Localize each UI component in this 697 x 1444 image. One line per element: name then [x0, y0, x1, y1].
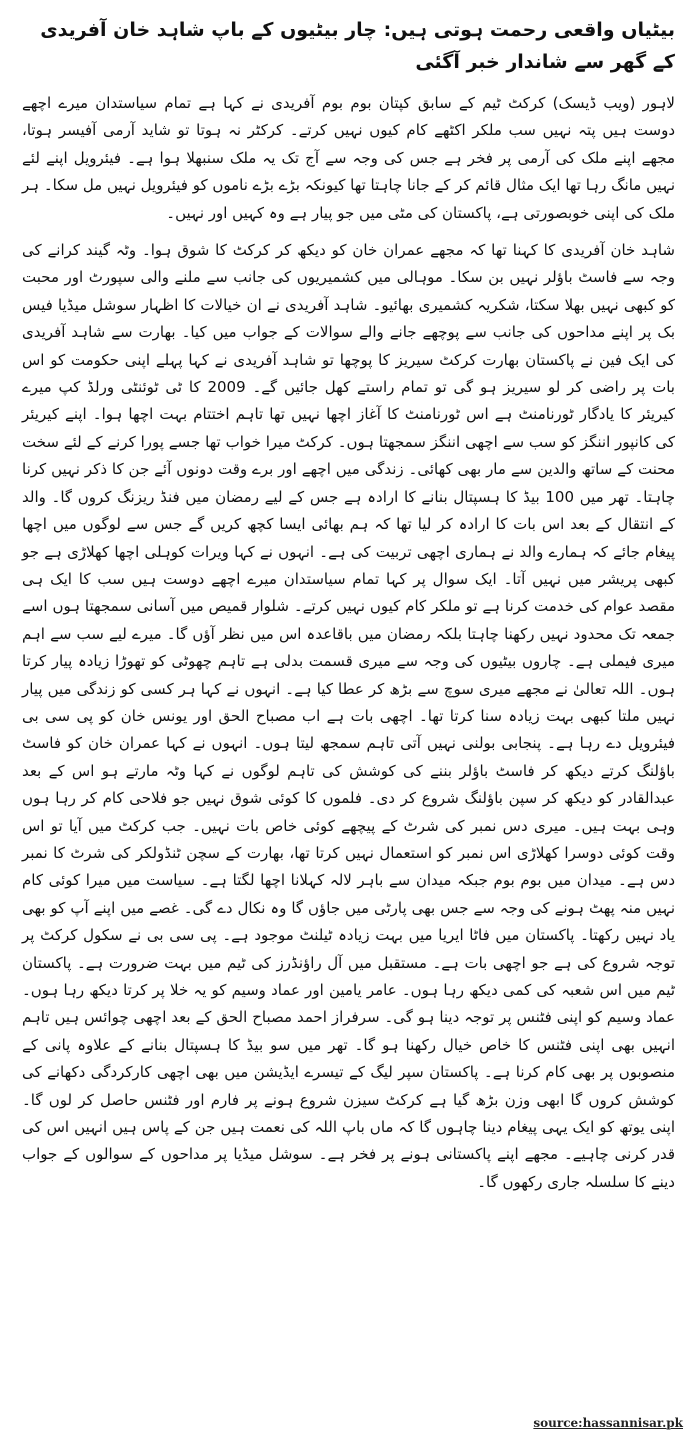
article-paragraph-intro: لاہور (ویب ڈیسک) کرکٹ ٹیم کے سابق کپتان بوم بوم آفریدی نے کہا ہے تمام سیاستدان میرے اچھے دوست ہیں پتہ نہیں سب ملکر اکٹھے کام کیوں نہیں کرتے۔ کرکٹر نہ ہوتا تو شاید آرمی آفیسر ہوتا، مجھے اپنے ملک کی آرمی پر فخر ہے جس کی وجہ سے آج تک یہ ملک سنبھلا ہوا ہے۔ فیئرویل اپنے لئے نہیں مانگ رہا تھا ایک مثال قائم کر کے جانا چاہتا تھا کیونکہ بڑے بڑے ناموں کو فیئرویل نہیں مل سکا۔ ہر ملک کی اپنی خوبصورتی ہے، پاکستان کی مٹی میں جو پیار ہے وہ کہیں اور نہیں۔: [22, 94, 675, 222]
article-paragraph-main: شاہد خان آفریدی کا کہنا تھا کہ مجھے عمران خان کو دیکھ کر کرکٹ کا شوق ہوا۔ وٹہ گیند کرانے کی وجہ سے فاسٹ باؤلر نہیں بن سکا۔ موہالی میں کشمیریوں کی جانب سے ملنے والی سپورٹ اور محبت کو کبھی نہیں بھلا سکتا، شکریہ کشمیری بھائیو۔ شاہد آفریدی نے ان خیالات کا اظہار سوشل میڈیا فیس بک پر اپنے مداحوں کی جانب سے پوچھے جانے والے سوالات کے جواب میں کیا۔ بھارت سے شاہد آفریدی کی ایک فین نے پاکستان بھارت کرکٹ سیریز کا پوچھا تو شاہد آفریدی نے کہا پہلے اپنی حکومت کو اس بات پر راضی کر لو سیریز ہو گی تو تمام راستے کھل جائیں گے۔ 2009 کا ٹی ٹوئنٹی ورلڈ کپ میرے کیریئر کا یادگار ٹورنامنٹ ہے اس ٹورنامنٹ کا آغاز اچھا نہیں تھا تاہم اختتام بہت اچھا ہوا۔ اپنے کیریئر کی کانپور اننگز کو سب سے اچھی اننگز سمجھتا ہوں۔ کرکٹ میرا خواب تھا جسے پورا کرنے کے لئے سخت محنت کے ساتھ والدین سے مار بھی کھائی۔ زندگی میں اچھے اور برے وقت دونوں آئے جن کا ذکر نہیں کرنا چاہتا۔ تھر میں 100 بیڈ کا ہسپتال بنانے کا ارادہ ہے جس کے لیے رمضان میں فنڈ ریزنگ کروں گا۔ والد کے انتقال کے بعد اس بات کا ارادہ کر لیا تھا کہ ہم بھائی ایسا کچھ کریں گے جس سے لوگوں میں اچھا پیغام جائے کہ ہمارے والد نے ہماری اچھی تربیت کی ہے۔ انہوں نے کہا ویرات کوہلی اچھا کھلاڑی ہے جو کبھی پریشر میں نہیں آتا۔ ایک سوال پر کہا تمام سیاستدان میرے اچھے دوست ہیں سب کا ایک ہی مقصد عوام کی خدمت کرنا ہے تو ملکر کام کیوں نہیں کرتے۔ شلوار قمیص میں آسانی سمجھتا ہوں اسے جمعہ تک محدود نہیں رکھنا چاہتا بلکہ رمضان میں باقاعدہ اس میں نظر آؤں گا۔ میرے لیے سب سے اہم میری فیملی ہے۔ چاروں بیٹیوں کی وجہ سے میری قسمت بدلی ہے تاہم چھوٹی کو تھوڑا زیادہ پیار کرتا ہوں۔ اللہ تعالیٰ نے مجھے میری سوچ سے بڑھ کر عطا کیا ہے۔ انہوں نے کہا ہر کسی کو زندگی میں پیار نہیں ملتا کبھی بہت زیادہ سنا کرتا تھا۔ اچھی بات ہے اب مصباح الحق اور یونس خان کو پی سی بی فیئرویل دے رہا ہے۔ پنجابی بولنی نہیں آتی تاہم سمجھ لیتا ہوں۔ انہوں نے کہا عمران خان کو فاسٹ باؤلنگ کرتے دیکھ کر فاسٹ باؤلر بننے کی کوشش کی تاہم لوگوں نے کہا وٹہ مارتے ہو اس کے بعد عبدالقادر کو دیکھ کر سپن باؤلنگ شروع کر دی۔ فلموں کا کوئی شوق نہیں جو فلاحی کام کر رہا ہوں وہی بہت ہیں۔ میری دس نمبر کی شرٹ کے پیچھے کوئی خاص بات نہیں۔ جب کرکٹ میں آیا تو اس وقت کوئی دوسرا کھلاڑی اس نمبر کو استعمال نہیں کرتا تھا، بھارت کے سچن ٹنڈولکر کی شرٹ کا نمبر دس ہے۔ میدان میں بوم بوم جبکہ میدان سے باہر لالہ کہلانا اچھا لگتا ہے۔ سیاست میں میرا کوئی کام نہیں منہ پھٹ ہونے کی وجہ سے جس بھی پارٹی میں جاؤں گا وہ نکال دے گی۔ غصے میں اپنے آپ کو بھی یاد نہیں رکھتا۔ پاکستان میں فاٹا ایریا میں بہت زیادہ ٹیلنٹ موجود ہے۔ پی سی بی نے سکول کرکٹ پر توجہ شروع کی ہے جو اچھی بات ہے۔ مستقبل میں آل راؤنڈرز کی ٹیم میں بہت ضرورت ہے۔ پاکستان ٹیم میں اس شعبہ کی کمی دیکھ رہا ہوں۔ عامر یامین اور عماد وسیم کو یہ خلا پر کرتا دیکھ رہا ہوں۔ عماد وسیم کو اپنی فٹنس پر توجہ دینا ہو گی۔ سرفراز احمد مصباح الحق کے بعد اچھی چوائس ہیں تاہم انہیں بھی اپنی فٹنس کا خاص خیال رکھنا ہو گا۔ تھر میں سو بیڈ کا ہسپتال بنانے کے علاوہ پانی کے منصوبوں پر بھی کام کرنا ہے۔ پاکستان سپر لیگ کے تیسرے ایڈیشن میں بھی اچھی کارکردگی دکھانے کی کوشش کروں گا ابھی وزن بڑھ گیا ہے کرکٹ سیزن شروع ہونے پر فارم اور فٹنس حاصل کر لوں گا۔ اپنی یوتھ کو ایک یہی پیغام دینا چاہوں گا کہ ماں باپ اللہ کی نعمت ہیں جن کے پاس ہیں انہیں اس کی قدر کرنی چاہیے۔ مجھے اپنے پاکستانی ہونے پر فخر ہے۔ سوشل میڈیا پر مداحوں کے سوالوں کے جواب دینے کا سلسلہ جاری رکھوں گا۔: [22, 241, 675, 1191]
source-credit: source:hassannisar.pk: [533, 1416, 683, 1430]
article-title: بیٹیاں واقعی رحمت ہوتی ہیں: چار بیٹیوں کے باپ شاہد خان آفریدی کے گھر سے شاندار خبر آگئی: [40, 19, 675, 73]
